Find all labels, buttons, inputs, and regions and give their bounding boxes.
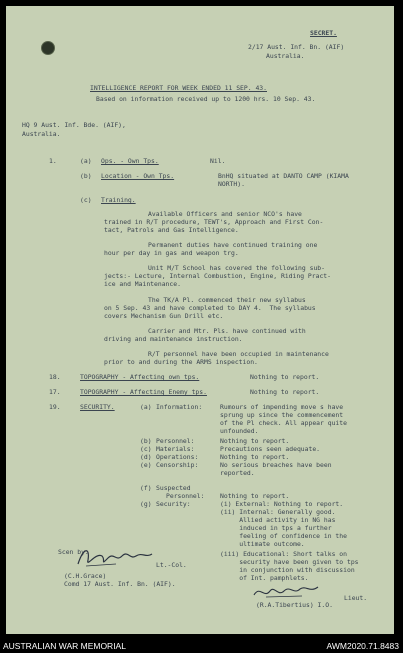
security-line: (ii) Internal: Generally good. [220, 508, 336, 516]
security-line: (iii) Educational: Short talks on [220, 550, 347, 558]
item-19-number: 19. [49, 403, 61, 411]
training-line: hour per day in gas and weapon trg. [104, 249, 239, 257]
item-1b-value-2: NORTH). [218, 180, 245, 188]
commander-rank: Lt.-Col. [156, 561, 187, 569]
report-title: INTELLIGENCE REPORT FOR WEEK ENDED 11 SEP. 43. [90, 84, 267, 92]
archive-name: AUSTRALIAN WAR MEMORIAL [3, 641, 126, 651]
item-17-label: TOPOGRAPHY - Affecting Enemy tps. [80, 388, 207, 396]
document-page [6, 6, 394, 634]
recipient-line-1: HQ 9 Aust. Inf. Bde. (AIF), [22, 121, 126, 129]
training-line: Permanent duties have continued training one [148, 241, 318, 249]
item-19e-letter: (e) [140, 461, 152, 469]
item-19f-value: Nothing to report. [220, 492, 290, 500]
training-line: on 5 Sep. 43 and have completed to DAY 4. The syllabus [104, 304, 316, 312]
item-18-label: TOPOGRAPHY - Affecting own tps. [80, 373, 200, 381]
item-19d-value: Nothing to report. [220, 453, 290, 461]
training-line: prior to and during the ARMS inspection. [104, 358, 258, 366]
security-line: of Int. pamphlets. [220, 574, 309, 582]
punch-hole [41, 41, 55, 55]
archive-reference: AWM2020.71.8483 [326, 641, 399, 651]
security-line: induced in tps a further [220, 524, 332, 532]
item-18-value: Nothing to report. [250, 373, 320, 381]
item-1b-value-1: BnHQ situated at DANTO CAMP (KIAMA [218, 172, 349, 180]
item-19e-value: No serious breaches have been [220, 461, 332, 469]
item-1a-letter: (a) [80, 157, 92, 165]
item-19e-label: Censorship: [156, 461, 199, 469]
item-19g-letter: (g) [140, 500, 152, 508]
item-17-value: Nothing to report. [250, 388, 320, 396]
recipient-line-2: Australia. [22, 130, 61, 138]
training-line: Available Officers and senior NCO's have [148, 210, 302, 218]
training-line: R/T personnel have been occupied in maintenance [148, 350, 329, 358]
item-19b-letter: (b) [140, 437, 152, 445]
item-19a-letter: (a) [140, 403, 152, 411]
item-19a-value: sprung up since the commencement [220, 411, 344, 419]
training-line: The TK/A Pl. commenced their new syllabus [148, 296, 306, 304]
intelligence-officer-name: (R.A.Tibertius) I.O. [256, 601, 333, 609]
item-17-number: 17. [49, 388, 61, 396]
item-19a-label: Information: [156, 403, 203, 411]
training-line: jects:- Lecture, Internal Combustion, Engine, Riding Pract- [104, 272, 332, 280]
security-line: (i) External: Nothing to report. [220, 500, 344, 508]
item-19d-label: Operations: [156, 453, 199, 461]
item-1a-label: Ops. - Own Tps. [101, 157, 159, 165]
item-19f-label: Personnel: [166, 492, 205, 500]
item-19a-value: of the Pl check. All appear quite [220, 419, 347, 427]
item-19f-letter: (f) [140, 484, 152, 492]
item-1b-label: Location - Own Tps. [101, 172, 175, 180]
item-19g-label: Security: [156, 500, 191, 508]
archive-footer [0, 640, 403, 653]
report-subtitle: Based on information received up to 1200 hrs. 10 Sep. 43. [96, 95, 316, 103]
item-18-number: 18. [49, 373, 61, 381]
item-1c-label: Training. [101, 196, 136, 204]
item-19a-value: Rumours of impending move s have [220, 403, 344, 411]
security-line: security have been given to tps [220, 558, 359, 566]
unit-location: Australia. [266, 52, 305, 60]
security-line: ultimate outcome. [220, 540, 305, 548]
seen-by-label: Scen by: [58, 548, 89, 556]
item-19e-value: reported. [220, 469, 255, 477]
item-1a-value: Nil. [210, 157, 226, 165]
unit-address: 2/17 Aust. Inf. Bn. (AIF) [248, 43, 345, 51]
item-19c-label: Materials: [156, 445, 195, 453]
security-line: Allied activity in NG has [220, 516, 336, 524]
item-19c-letter: (c) [140, 445, 152, 453]
training-line: Carrier and Mtr. Pls. have continued with [148, 327, 306, 335]
training-line: ice and Maintenance. [104, 280, 181, 288]
item-19-label: SECURITY. [80, 403, 115, 411]
item-19b-value: Nothing to report. [220, 437, 290, 445]
commander-signature [76, 542, 156, 572]
training-line: tact, Patrols and Gas Intelligence. [104, 226, 239, 234]
item-19f-label: Suspected [156, 484, 191, 492]
training-line: trained in R/T procedure, TEWT's, Approach and First Con- [104, 218, 324, 226]
item-19a-value: unfounded. [220, 427, 259, 435]
training-line: Unit M/T School has covered the following sub- [148, 264, 325, 272]
security-line: feeling of confidence in the [220, 532, 347, 540]
security-line: in conjunction with discussion [220, 566, 355, 574]
item-19d-letter: (d) [140, 453, 152, 461]
commander-name: (C.H.Grace) [64, 572, 107, 580]
intelligence-officer-signature [252, 581, 322, 603]
item-1-number: 1. [49, 157, 57, 165]
training-line: driving and maintenance instruction. [104, 335, 243, 343]
item-1b-letter: (b) [80, 172, 92, 180]
item-19c-value: Precautions seen adequate. [220, 445, 321, 453]
item-1c-letter: (c) [80, 196, 92, 204]
intelligence-officer-rank: Lieut. [344, 594, 368, 602]
training-line: covers Mechanism Gun Drill etc. [104, 312, 224, 320]
item-19b-label: Personnel: [156, 437, 195, 445]
commander-title: Comd 17 Aust. Inf. Bn. (AIF). [64, 580, 176, 588]
classification-marking: SECRET. [310, 29, 337, 37]
